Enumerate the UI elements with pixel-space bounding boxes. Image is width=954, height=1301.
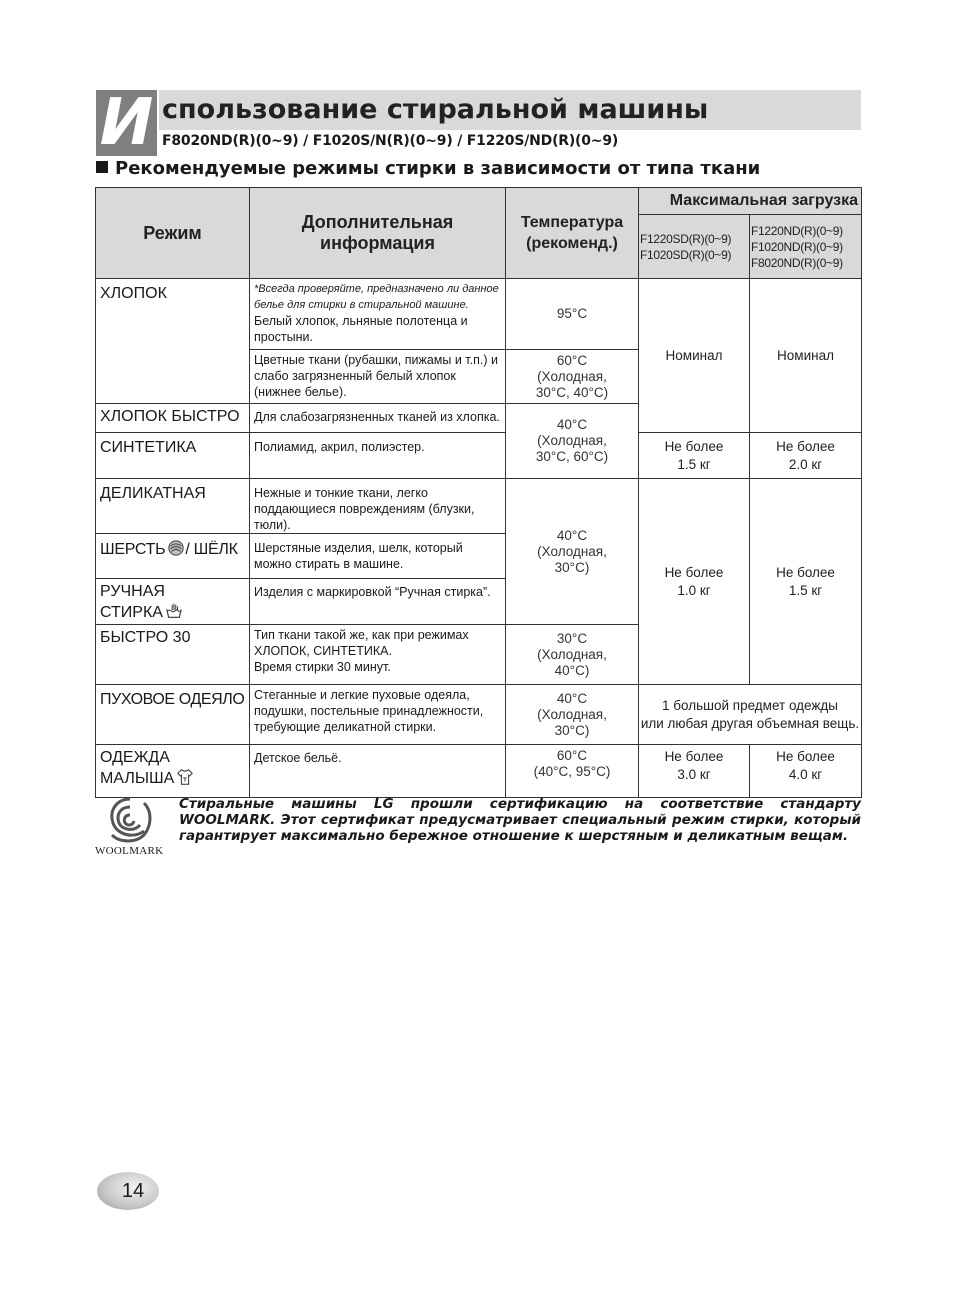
load-synthetic-group-2: Не более 2.0 кг	[750, 433, 862, 479]
mode-wool-silk: ШЕРСТЬ / ШЁЛК	[96, 534, 250, 579]
info-baby-clothes: Детское бельё.	[250, 745, 506, 798]
header-mode: Режим	[96, 188, 250, 279]
load-delicate-group-1: Не более 1.0 кг	[639, 479, 750, 685]
header-model-group-2: F1220ND(R)(0~9) F1020ND(R)(0~9) F8020ND(R)(0~9)	[750, 215, 862, 279]
mode-baby-clothes: ОДЕЖДА МАЛЫША	[96, 745, 250, 798]
info-cotton-color: Цветные ткани (рубашки, пижамы и т.п.) и слабо загрязненный белый хлопок (нижнее белье).	[250, 350, 506, 404]
temp-cotton-white: 95°C	[506, 279, 639, 350]
load-cotton-group-2: Номинал	[750, 279, 862, 433]
temp-cotton-quick-synthetic: 40°C (Холодная, 30°C, 60°C)	[506, 404, 639, 479]
mode-duvet: ПУХОВОЕ ОДЕЯЛО	[96, 685, 250, 745]
load-delicate-group-2: Не более 1.5 кг	[750, 479, 862, 685]
header-max-load: Максимальная загрузка	[639, 188, 862, 215]
temp-delicate-wool-hand: 40°C (Холодная, 30°C)	[506, 479, 639, 625]
header-initial-letter: И	[96, 90, 157, 156]
section-title: Рекомендуемые режимы стирки в зависимости от типа ткани	[115, 158, 761, 179]
section-heading	[96, 158, 760, 179]
load-cotton-group-1: Номинал	[639, 279, 750, 433]
bullet-square-icon	[96, 161, 108, 173]
mode-synthetic: СИНТЕТИКА	[96, 433, 250, 479]
info-hand-wash: Изделия с маркировкой “Ручная стирка”.	[250, 579, 506, 625]
mode-cotton: ХЛОПОК	[96, 279, 250, 404]
temp-baby-clothes: 60°C (40°C, 95°C)	[506, 745, 639, 798]
mode-delicate: ДЕЛИКАТНАЯ	[96, 479, 250, 534]
baby-clothes-icon	[176, 768, 194, 786]
load-synthetic-group-1: Не более 1.5 кг	[639, 433, 750, 479]
load-baby-group-1: Не более 3.0 кг	[639, 745, 750, 798]
header-info: Дополнительная информация	[250, 188, 506, 279]
header-temperature: Температура (рекоменд.)	[506, 188, 639, 279]
info-synthetic: Полиамид, акрил, полиэстер.	[250, 433, 506, 479]
temp-quick-30: 30°C (Холодная, 40°C)	[506, 625, 639, 685]
info-cotton-quick: Для слабозагрязненных тканей из хлопка.	[250, 404, 506, 433]
info-wool-silk: Шерстяные изделия, шелк, который можно стирать в машине.	[250, 534, 506, 579]
load-duvet: 1 большой предмет одежды или любая другая объемная вещь.	[639, 685, 862, 745]
info-quick-30: Тип ткани такой же, как при режимах ХЛОПОК, СИНТЕТИКА. Время стирки 30 минут.	[250, 625, 506, 685]
temp-duvet: 40°C (Холодная, 30°C)	[506, 685, 639, 745]
header-model-group-1: F1220SD(R)(0~9) F1020SD(R)(0~9)	[639, 215, 750, 279]
woolmark-note: Стиральные машины LG прошли сертификацию на соответствие стандарту WOOLMARK. Этот сертификат предусматривает специальный режим стирки, который гарантирует максимально бережное отношение к шерстяным и деликатным вещам.	[179, 796, 861, 844]
info-delicate: Нежные и тонкие ткани, легко поддающиеся повреждениям (блузки, тюли).	[250, 479, 506, 534]
wool-ball-icon	[167, 539, 185, 557]
mode-hand-wash: РУЧНАЯ СТИРКА	[96, 579, 250, 625]
load-baby-group-2: Не более 4.0 кг	[750, 745, 862, 798]
info-duvet: Стеганные и легкие пуховые одеяла, подушки, постельные принадлежности, требующие деликатной стирки.	[250, 685, 506, 745]
page-number: 14	[121, 1180, 145, 1202]
model-list: F8020ND(R)(0~9) / F1020S/N(R)(0~9) / F1220S/ND(R)(0~9)	[162, 133, 619, 149]
hand-wash-icon	[165, 602, 183, 620]
page-title: спользование стиральной машины	[162, 94, 709, 125]
mode-quick-30: БЫСТРО 30	[96, 625, 250, 685]
temp-cotton-color: 60°C (Холодная, 30°C, 40°C)	[506, 350, 639, 404]
woolmark-label: WOOLMARK	[95, 845, 164, 857]
mode-cotton-quick: ХЛОПОК БЫСТРО	[96, 404, 250, 433]
woolmark-logo-icon	[104, 795, 156, 845]
info-cotton-white: *Всегда проверяйте, предназначено ли данное белье для стирки в стиральной машине. Белый хлопок, льняные полотенца и простыни.	[250, 279, 506, 350]
wash-modes-table	[95, 187, 862, 798]
